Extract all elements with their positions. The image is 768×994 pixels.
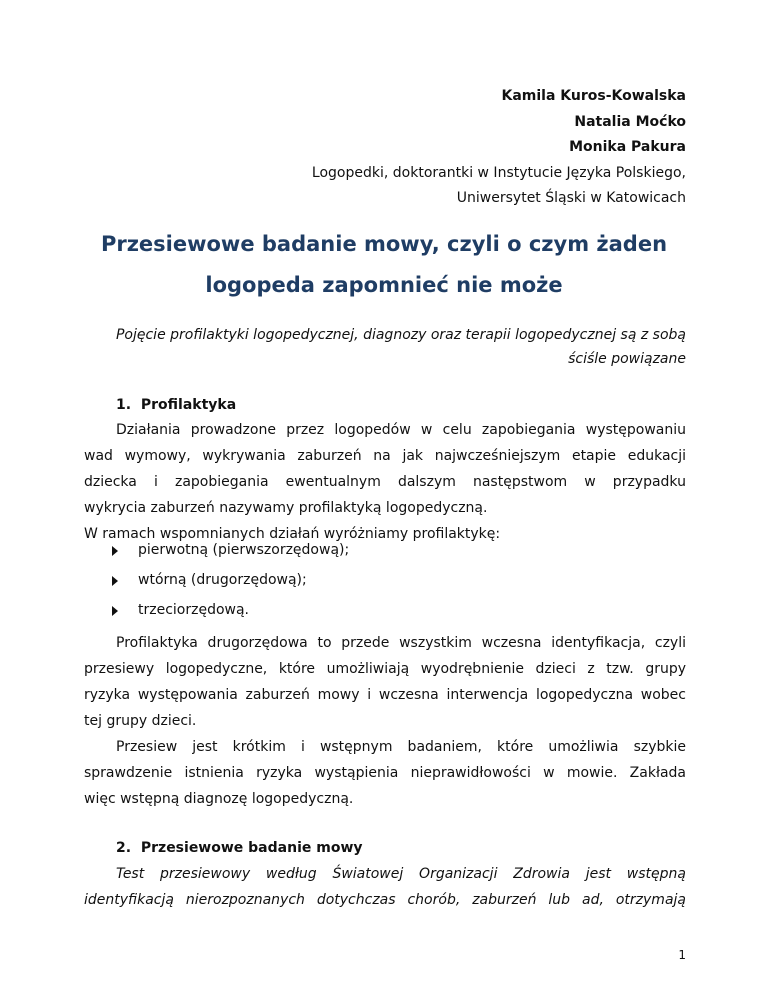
subtitle-line: ściśle powiązane [568,351,686,367]
document-subtitle [82,323,686,371]
section-title: Profilaktyka [140,397,237,413]
section-number: 1. [116,397,132,413]
list-item [112,565,349,595]
bullet-list [112,535,349,625]
paragraph-line: W ramach wspomnianych działań wyróżniamy profilaktykę: [84,526,501,542]
section-heading [116,836,363,860]
author-name: Natalia Moćko [574,113,686,130]
document-title [90,224,678,306]
affiliation-line: Logopedki, doktorantki w Instytucie Języka Polskiego, [311,164,686,181]
paragraph-line: wad wymowy, wykrywania zaburzeń na jak najwcześniejszym etapie edukacji [84,448,686,464]
paragraph-line: ryzyka występowania zaburzeń mowy i wczesna interwencja logopedyczna wobec [84,687,686,703]
affiliation-line: Uniwersytet Śląski w Katowicach [456,190,686,206]
list-item-text: trzeciorzędową. [138,602,250,618]
title-line: logopeda zapomnieć nie może [205,273,563,297]
list-item-text: wtórną (drugorzędową); [138,572,307,588]
section-title: Przesiewowe badanie mowy [140,840,363,856]
section-number: 2. [116,840,132,856]
paragraph [84,861,686,913]
paragraph-line: sprawdzenie istnienia ryzyka wystąpienia nieprawidłowości w mowie. Zakłada [84,765,686,781]
paragraph-line: Działania prowadzone przez logopedów w celu zapobiegania występowaniu [116,422,686,438]
paragraph [84,417,686,547]
list-item-text: pierwotną (pierwszorzędową); [138,542,350,558]
author-name: Monika Pakura [569,139,686,155]
paragraph-line: Test przesiewowy według Światowej Organizacji Zdrowia jest wstępną [116,866,686,882]
triangle-bullet-icon [112,576,118,586]
author-name: Kamila Kuros-Kowalska [501,88,686,104]
triangle-bullet-icon [112,606,118,616]
subtitle-line: Pojęcie profilaktyki logopedycznej, diagnozy oraz terapii logopedycznej są z sobą [115,327,686,343]
paragraph-line: identyfikacją nierozpoznanych dotychczas chorób, zaburzeń lub ad, otrzymają [84,892,686,908]
title-line: Przesiewowe badanie mowy, czyli o czym żaden [100,232,668,256]
paragraph-line: tej grupy dzieci. [84,713,197,729]
author-block [312,84,686,212]
paragraph-line: przesiewy logopedyczne, które umożliwiają wyodrębnienie dzieci z tzw. grupy [84,661,686,677]
section-heading [116,393,236,417]
paragraph-line: dziecka i zapobiegania ewentualnym dalszym następstwom w przypadku [84,474,686,490]
triangle-bullet-icon [112,546,118,556]
list-item [112,595,349,625]
page-number: 1 [678,948,686,962]
paragraph [84,630,686,812]
paragraph-line: Przesiew jest krótkim i wstępnym badaniem, które umożliwia szybkie [116,739,686,755]
paragraph-line: Profilaktyka drugorzędowa to przede wszystkim wczesna identyfikacja, czyli [116,635,686,651]
list-item [112,535,349,565]
paragraph-line: wykrycia zaburzeń nazywamy profilaktyką logopedyczną. [84,500,488,516]
paragraph-line: więc wstępną diagnozę logopedyczną. [84,791,354,807]
